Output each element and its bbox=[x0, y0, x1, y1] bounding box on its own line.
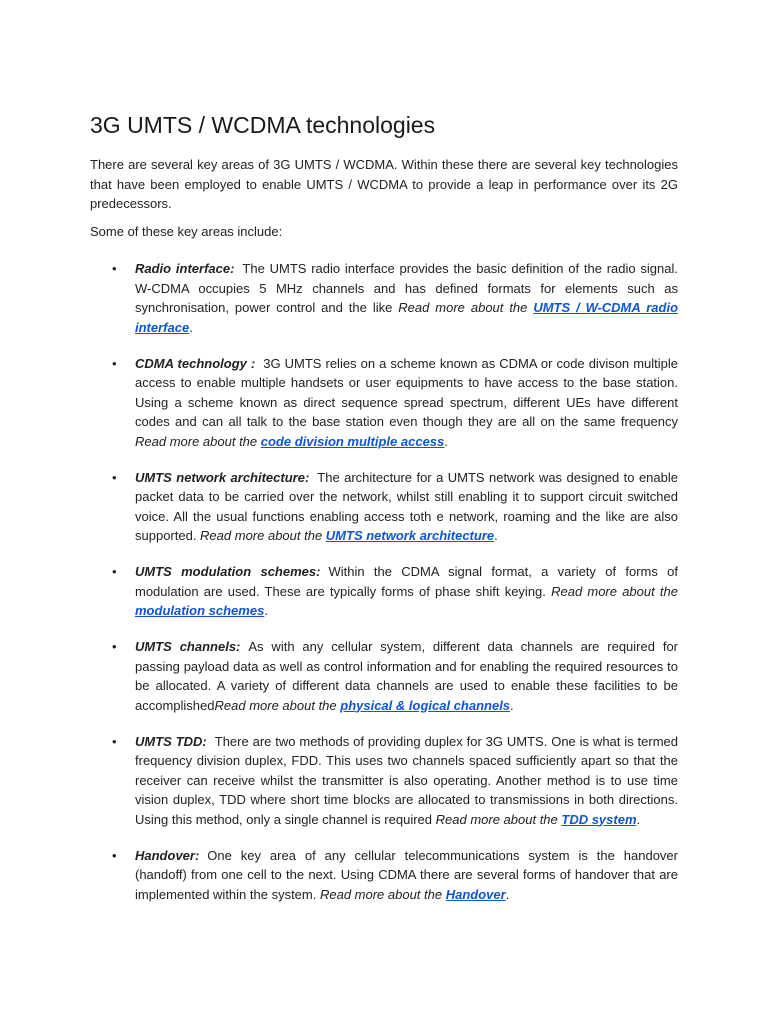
link-radio-interface[interactable]: UMTS / W-CDMA radio interface bbox=[135, 300, 679, 335]
read-more-text: Read more about the bbox=[135, 433, 261, 449]
link-tdd-system[interactable]: TDD system bbox=[561, 811, 637, 827]
link-handover[interactable]: Handover bbox=[445, 886, 506, 902]
read-more-text: Read more about the bbox=[200, 528, 326, 543]
key-areas-list bbox=[90, 259, 678, 904]
item-term: UMTS TDD: bbox=[135, 733, 207, 749]
bullet-icon: • bbox=[112, 355, 117, 371]
list-item-channels bbox=[90, 637, 678, 715]
bullet-icon: • bbox=[112, 847, 117, 863]
item-body: One key area of any cellular telecommunications system is the handover (handoff) from one cell to the next. Using CDMA there are several forms of handover that are implemented within the system. bbox=[135, 847, 678, 902]
lead-in-paragraph: Some of these key areas include: bbox=[90, 223, 283, 239]
item-end: . bbox=[189, 319, 193, 335]
item-body: 3G UMTS relies on a scheme known as CDMA or code divison multiple access to enable multiple handsets or user equipments to have access to the base station. Using a scheme known as direct sequence spread spectrum, different UEs have different codes and can all talk to the base station even though they are all on the same frequency bbox=[135, 355, 678, 429]
item-term: Radio interface: bbox=[135, 261, 235, 276]
list-item-modulation-schemes bbox=[90, 562, 678, 621]
intro-paragraph: There are several key areas of 3G UMTS / WCDMA. Within these there are several key technologies that have been employed to enable UMTS / WCDMA to provide a leap in performance over its 2G predecessors. bbox=[90, 157, 678, 211]
list-item-network-architecture bbox=[90, 468, 678, 546]
page-title: 3G UMTS / WCDMA technologies bbox=[90, 112, 436, 138]
item-end: . bbox=[510, 697, 514, 713]
item-term: UMTS modulation schemes: bbox=[135, 564, 321, 579]
list-item-radio-interface bbox=[90, 259, 678, 337]
link-channels[interactable]: physical & logical channels bbox=[340, 697, 511, 713]
read-more-text: Read more about the bbox=[398, 300, 534, 315]
item-body: There are two methods of providing duplex for 3G UMTS. One is what is termed frequency division duplex, FDD. This uses two channels spaced sufficiently apart so that the receiver can receive whilst the transmitter is also operating. Another method is to use time vision duplex, TDD where short time blocks are allocated to transmissions in both directions. Using this method, only a single channel is required bbox=[135, 733, 678, 827]
list-item-handover bbox=[90, 846, 678, 905]
list-item-cdma-technology bbox=[90, 354, 678, 452]
item-term: UMTS network architecture: bbox=[135, 469, 310, 485]
item-end: . bbox=[264, 603, 268, 618]
bullet-icon: • bbox=[112, 469, 117, 485]
read-more-text: Read more about the bbox=[435, 811, 562, 827]
item-body: Within the CDMA signal format, a variety of forms of modulation are used. These are typically forms of phase shift keying. bbox=[135, 564, 678, 599]
bullet-icon: • bbox=[112, 639, 117, 654]
link-cdma[interactable]: code division multiple access bbox=[260, 433, 445, 449]
item-term: CDMA technology : bbox=[135, 355, 256, 371]
item-term: UMTS channels: bbox=[135, 639, 241, 654]
bullet-icon: • bbox=[112, 564, 117, 579]
read-more-text: Read more about the bbox=[214, 697, 341, 713]
item-body: The UMTS radio interface provides the basic definition of the radio signal. W-CDMA occupies 5 MHz channels and has defined formats for elements such as synchronisation, power control and the like bbox=[135, 261, 678, 315]
link-network-architecture[interactable]: UMTS network architecture bbox=[325, 528, 495, 543]
item-body: The architecture for a UMTS network was designed to enable packet data to be carried over the network, whilst still enabling it to support circuit switched voice. All the usual functions enabling access toth e network, roaming and the like are also supported. bbox=[135, 469, 678, 543]
bullet-icon: • bbox=[112, 733, 117, 749]
list-item-tdd bbox=[90, 732, 678, 830]
item-end: . bbox=[494, 528, 498, 543]
item-end: . bbox=[505, 886, 510, 902]
item-end: . bbox=[444, 433, 448, 449]
item-term: Handover: bbox=[135, 847, 200, 863]
read-more-text: Read more about the bbox=[319, 886, 446, 902]
read-more-text: Read more about the bbox=[551, 583, 678, 599]
item-body: As with any cellular system, different data channels are required for passing payload data as well as control information and for enabling the required resources to be allocated. A variety of different data channels are used to enable these facilities to be accomplished bbox=[135, 639, 679, 713]
bullet-icon: • bbox=[112, 261, 117, 276]
link-modulation-schemes[interactable]: modulation schemes bbox=[135, 603, 265, 618]
item-end: . bbox=[636, 811, 641, 827]
